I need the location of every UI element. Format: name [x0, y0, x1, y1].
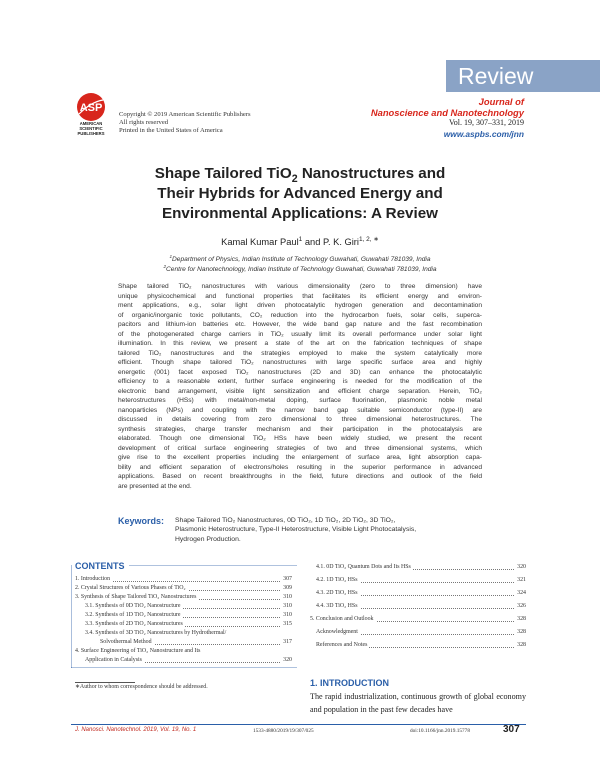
toc-entry[interactable]: 4.3. 2D TiO₂ HSs 324: [316, 590, 526, 596]
keywords-label: Keywords:: [118, 516, 165, 526]
toc-entry[interactable]: Solvothermal Method 317: [100, 639, 292, 645]
toc-entry[interactable]: 4.4. 3D TiO₂ HSs 326: [316, 603, 526, 609]
journal-title: Journal of Nanoscience and Nanotechnology: [370, 96, 524, 118]
copyright-line: Copyright © 2019 American Scientific Publishers: [119, 111, 251, 118]
toc-entry[interactable]: 3. Synthesis of Shape Tailored TiO₂ Nanostructures 310: [75, 594, 292, 600]
toc-entry[interactable]: 2. Crystal Structures of Various Phases of TiO₂ 309: [75, 585, 292, 591]
logo-caption-3: PUBLISHERS: [77, 131, 105, 136]
journal-url-link[interactable]: www.aspbs.com/jnn: [443, 129, 524, 139]
toc-entry[interactable]: 1. Introduction 307: [75, 576, 292, 582]
toc-entry[interactable]: 4. Surface Engineering of TiO₂ Nanostructure and Its: [75, 648, 201, 654]
footnote-rule: [75, 682, 135, 683]
keywords-list: Shape Tailored TiO₂ Nanostructures, 0D TiO₂, 1D TiO₂, 2D TiO₂, 3D TiO₂, Plasmonic Heterostructure, Type-II Heterostructure, Visible Light Photocatalysis, Hydrogen Production.: [175, 517, 417, 543]
rights-line: All rights reserved: [119, 119, 169, 126]
toc-entry[interactable]: Application in Catalysis 320: [85, 657, 292, 663]
introduction-heading: 1. INTRODUCTION: [310, 678, 390, 688]
article-title: Shape Tailored TiO$_2$ Nanostructures and Their Hybrids for Advanced Energy and Environmental Applications: A Review: [154, 165, 446, 222]
asp-publisher-logo: [69, 92, 113, 138]
footer-rule: [71, 724, 526, 725]
author-1: Kamal Kumar Paul: [221, 237, 299, 247]
printed-line: Printed in the United States of America: [119, 127, 223, 134]
toc-entry[interactable]: References and Notes 328: [316, 642, 526, 648]
toc-entry[interactable]: 4.2. 1D TiO₂ HSs 321: [316, 577, 526, 583]
toc-entry[interactable]: 3.2. Synthesis of 1D TiO₂ Nanostructure 310: [85, 612, 292, 618]
author-list: Kamal Kumar Paul$^1$ and P. K. Giri$^{1, 2, ∗}$: [221, 235, 379, 247]
author-2: P. K. Giri: [322, 237, 359, 247]
footer-doi[interactable]: doi:10.1166/jnn.2019.15778: [410, 728, 470, 734]
review-section-tab: Review: [446, 60, 600, 92]
introduction-text: The rapid industrialization, continuous growth of global economy and population in the past few decades have: [310, 692, 526, 714]
logo-caption-2: SCIENTIFIC: [79, 126, 103, 131]
footer-journal-citation: J. Nanosci. Nanotechnol. 2019, Vol. 19, No. 1: [75, 727, 197, 733]
affiliations: $^1$Department of Physics, Indian Institute of Technology Guwahati, Guwahati 781039, India $^2$Centre for Nanotechnology, Indian Institute of Technology Guwahati, Guwahati 781039, India: [163, 253, 437, 273]
toc-entry[interactable]: 4.1. 0D TiO₂ Quantum Dots and Its HSs 320: [316, 564, 526, 570]
abstract: Shape tailored TiO₂ nanostructures with various dimensionality (zero to three dimension) have unique physicochemical and functional properties that facilitates its efficient energy and environ- ment applications, e.g., solar light driven photocatalytic hydrogen generation and decontamination of organic/inorganic toxic pollutants, CO₂ reduction into the hydrocarbon fuels, solar cells, superca- pacitors and lithium-ion batteries etc. However, the wide band gap nature and the fast recombination of the photogenerated charge carriers in TiO₂ usually limit its overall performance under solar light illumination. In this review, we present a state of the art on the fabrication techniques of shape tailored TiO₂ nanostructures and the strategies employed to make the system catalytically more efficient. Though shape tailored TiO₂ nanostructures with large specific surface area and highly energetic (001) facet exposed TiO₂ nanostructures (2D and 3D) can enhance the photocatalytic efficiency to a reasonable extent, further surface engineering is needed for the modification of the electronic band arrangement, visible light sensitization and efficient charge separation. Herein, TiO₂ heterostructures (HSs) with metal/non-metal doping, surface fluorination, plasmonic noble metal nanoparticles (NPs) and coupling with the narrow band gap suitable semiconductor (type-II) are discussed in details covering from zero dimensional to three dimensional heterostructures. The synthesis strategies, charge transfer mechanism and their participation in the photocatalysis are elaborated. Though one dimensional TiO₂ HSs have been widely studied, we present the recent development of critical surface engineering strategies of two and three dimensional systems, which give rise to the excellent properties including the enlargement of surface area, light absorption capa- bility and efficient separation of electrons/holes resulting in the superior performance in advanced applications. Based on recent breakthroughs in the field, future directions and outlook of the field are presented at the end.: [118, 283, 482, 490]
journal-volume: Vol. 19, 307–331, 2019: [449, 118, 524, 127]
toc-entry[interactable]: 5. Conclusion and Outlook 328: [310, 616, 526, 622]
contents-heading: CONTENTS: [75, 561, 125, 571]
footer-issn: 1533-4880/2019/19/307/025: [253, 728, 314, 734]
toc-entry[interactable]: 3.4. Synthesis of 3D TiO₂ Nanostructures by Hydrothermal/: [85, 630, 227, 636]
toc-entry[interactable]: 3.3. Synthesis of 2D TiO₂ Nanostructures 315: [85, 621, 292, 627]
journal-info: [371, 97, 524, 140]
page-number: 307: [503, 724, 520, 735]
logo-caption-1: AMERICAN: [79, 121, 103, 126]
asp-logo-letters: ASP: [79, 102, 103, 114]
toc-entry[interactable]: 3.1. Synthesis of 0D TiO₂ Nanostructure 310: [85, 603, 292, 609]
copyright-notice: [119, 111, 251, 135]
correspondence-footnote: ∗Author to whom correspondence should be addressed.: [75, 684, 208, 690]
toc-entry[interactable]: Acknowledgment 328: [316, 629, 526, 635]
asp-logo-icon: [69, 92, 113, 138]
